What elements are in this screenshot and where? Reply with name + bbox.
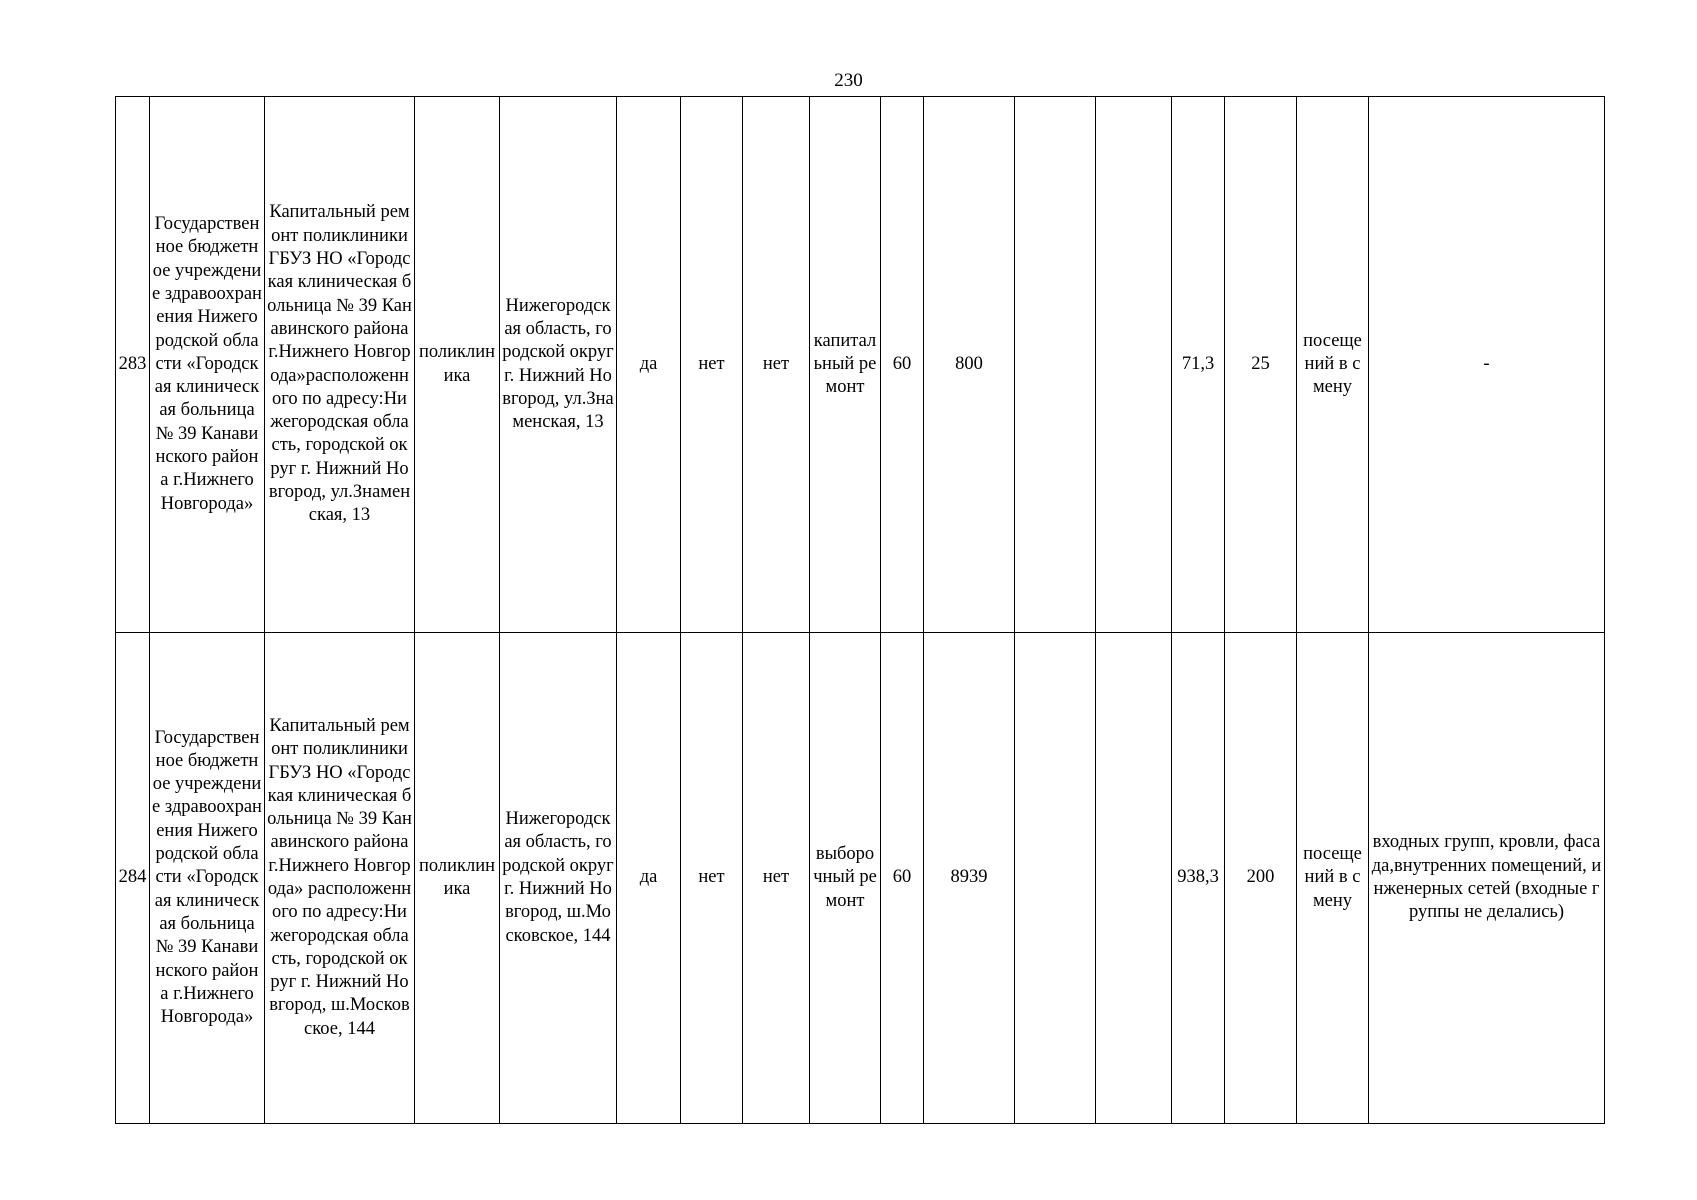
page-number: 230 <box>834 70 863 91</box>
col8-cell: нет <box>743 633 810 1124</box>
col10-cell: 60 <box>881 97 924 633</box>
col6-cell: да <box>617 97 681 633</box>
unit-cell: посещений в смену <box>1297 633 1369 1124</box>
row-number-cell: 283 <box>116 97 150 633</box>
note-cell: - <box>1369 97 1605 633</box>
object-type-cell: поликлиника <box>415 97 500 633</box>
col15-cell: 25 <box>1225 97 1297 633</box>
col11-cell: 8939 <box>924 633 1015 1124</box>
address-cell: Нижегородская область, городской округ г. Нижний Новгород, ш.Московское, 144 <box>500 633 617 1124</box>
col10-cell: 60 <box>881 633 924 1124</box>
col8-cell: нет <box>743 97 810 633</box>
col14-cell: 71,3 <box>1172 97 1225 633</box>
institution-cell: Государственное бюджетное учреждение здравоохранения Нижегородской области «Городская клиническая больница № 39 Канавинского района г.Нижнего Новгорода» <box>150 633 265 1124</box>
col15-cell: 200 <box>1225 633 1297 1124</box>
table-row <box>116 633 1605 1124</box>
row-number-cell: 284 <box>116 633 150 1124</box>
col7-cell: нет <box>681 97 743 633</box>
col12-cell <box>1015 633 1096 1124</box>
work-type-cell: капитальный ремонт <box>810 97 881 633</box>
institution-cell: Государственное бюджетное учреждение здравоохранения Нижегородской области «Городская клиническая больница № 39 Канавинского района г.Нижнего Новгорода» <box>150 97 265 633</box>
unit-cell: посещений в смену <box>1297 97 1369 633</box>
col6-cell: да <box>617 633 681 1124</box>
note-cell: входных групп, кровли, фасада,внутренних помещений, инженерных сетей (входные группы не делались) <box>1369 633 1605 1124</box>
col13-cell <box>1096 633 1172 1124</box>
project-name-cell: Капитальный ремонт поликлиники ГБУЗ НО «Городская клиническая больница № 39 Канавинского района г.Нижнего Новгорода» расположенного по адресу:Нижегородская область, городской округ г. Нижний Новгород, ш.Московское, 144 <box>265 633 415 1124</box>
col13-cell <box>1096 97 1172 633</box>
col11-cell: 800 <box>924 97 1015 633</box>
work-type-cell: выборочный ремонт <box>810 633 881 1124</box>
table-row <box>116 97 1605 633</box>
facilities-table <box>115 96 1605 1124</box>
col12-cell <box>1015 97 1096 633</box>
project-name-cell: Капитальный ремонт поликлиники ГБУЗ НО «Городская клиническая больница № 39 Канавинского района г.Нижнего Новгорода»расположенного по адресу:Нижегородская область, городской округ г. Нижний Новгород, ул.Знаменская, 13 <box>265 97 415 633</box>
address-cell: Нижегородская область, городской округ г. Нижний Новгород, ул.Знаменская, 13 <box>500 97 617 633</box>
col7-cell: нет <box>681 633 743 1124</box>
col14-cell: 938,3 <box>1172 633 1225 1124</box>
object-type-cell: поликлиника <box>415 633 500 1124</box>
